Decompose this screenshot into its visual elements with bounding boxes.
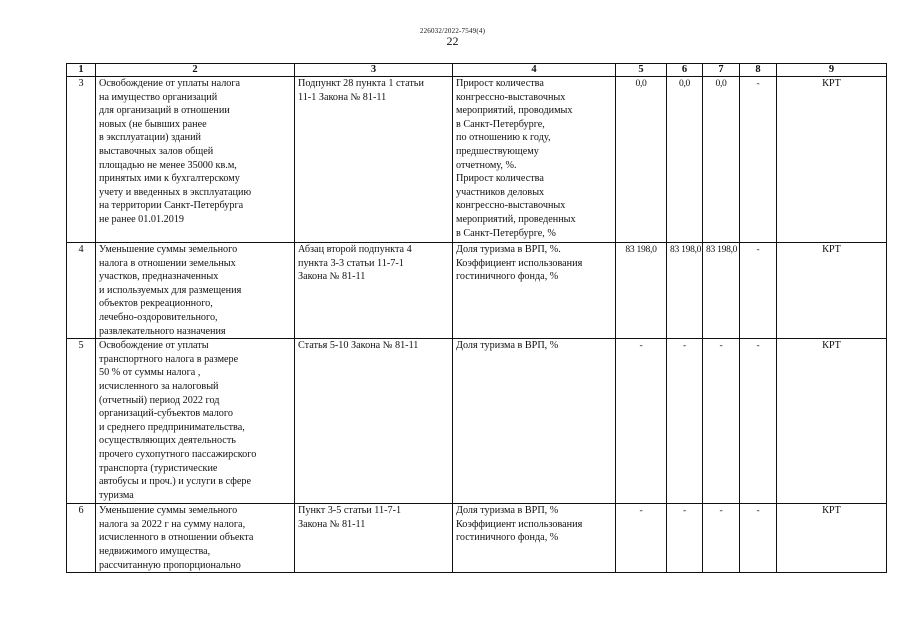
code-col9: КРТ (777, 339, 887, 504)
indicator: Доля туризма в ВРП, % (453, 339, 616, 504)
legal-basis: Статья 5-10 Закона № 81-11 (295, 339, 453, 504)
value-col7: 83 198,0 (703, 243, 740, 339)
benefit-description: Освобождение от уплаты налога на имущество организаций для организаций в отношении новых (не бывших ранее в эксплуатации) зданий выставочных залов общей площадью не менее 35000 кв.м, принятых ими к бухгалтерскому учету и введенных в эксплуатацию на территории Санкт-Петербурга не ранее 01.01.2019 (96, 77, 295, 243)
column-header-9: 9 (777, 64, 887, 77)
column-header-1: 1 (67, 64, 96, 77)
indicator: Доля туризма в ВРП, % Коэффициент использования гостиничного фонда, % (453, 504, 616, 573)
code-col9: КРТ (777, 243, 887, 339)
table-row (67, 243, 887, 339)
code-col9: КРТ (777, 77, 887, 243)
value-col7: 0,0 (703, 77, 740, 243)
column-header-6: 6 (667, 64, 703, 77)
column-header-7: 7 (703, 64, 740, 77)
row-number: 5 (67, 339, 96, 504)
document-id: 226032/2022-7549(4) (419, 27, 486, 35)
legal-basis: Абзац второй подпункта 4 пункта 3-3 статьи 11-7-1 Закона № 81-11 (295, 243, 453, 339)
benefit-description: Освобождение от уплаты транспортного налога в размере 50 % от суммы налога , исчисленного за налоговый (отчетный) период 2022 год организаций-субъектов малого и среднего предпринимательства, осуществляющих деятельность прочего сухопутного пассажирского транспорта (туристические автобусы и проч.) и услуги в сфере туризма (96, 339, 295, 504)
column-header-5: 5 (616, 64, 667, 77)
column-header-2: 2 (96, 64, 295, 77)
value-col8: - (740, 339, 777, 504)
row-number: 6 (67, 504, 96, 573)
legal-basis: Пункт 3-5 статьи 11-7-1 Закона № 81-11 (295, 504, 453, 573)
table-row (67, 339, 887, 504)
indicator: Прирост количества конгрессно-выставочных мероприятий, проводимых в Санкт-Петербурге, по отношению к году, предшествующему отчетному, %. Прирост количества участников деловых конгрессно-выставочных мероприятий, проведенных в Санкт-Петербурге, % (453, 77, 616, 243)
value-col8: - (740, 504, 777, 573)
legal-basis: Подпункт 28 пункта 1 статьи 11-1 Закона № 81-11 (295, 77, 453, 243)
benefit-description: Уменьшение суммы земельного налога в отношении земельных участков, предназначенных и используемых для размещения объектов рекреационного, лечебно-оздоровительного, развлекательного назначения (96, 243, 295, 339)
row-number: 4 (67, 243, 96, 339)
value-col6: 0,0 (667, 77, 703, 243)
value-col5: 83 198,0 (616, 243, 667, 339)
value-col6: 83 198,0 (667, 243, 703, 339)
value-col7: - (703, 504, 740, 573)
indicator: Доля туризма в ВРП, %. Коэффициент использования гостиничного фонда, % (453, 243, 616, 339)
tax-benefits-table (66, 63, 887, 573)
page-number: 22 (446, 34, 459, 48)
value-col7: - (703, 339, 740, 504)
value-col8: - (740, 243, 777, 339)
code-col9: КРТ (777, 504, 887, 573)
value-col8: - (740, 77, 777, 243)
row-number: 3 (67, 77, 96, 243)
value-col5: - (616, 504, 667, 573)
column-header-4: 4 (453, 64, 616, 77)
benefit-description: Уменьшение суммы земельного налога за 2022 г на сумму налога, исчисленного в отношении объекта недвижимого имущества, рассчитанную пропорционально (96, 504, 295, 573)
value-col5: - (616, 339, 667, 504)
table-row (67, 77, 887, 243)
column-header-8: 8 (740, 64, 777, 77)
column-header-3: 3 (295, 64, 453, 77)
value-col6: - (667, 504, 703, 573)
value-col5: 0,0 (616, 77, 667, 243)
header-row (67, 64, 887, 77)
value-col6: - (667, 339, 703, 504)
table-row (67, 504, 887, 573)
